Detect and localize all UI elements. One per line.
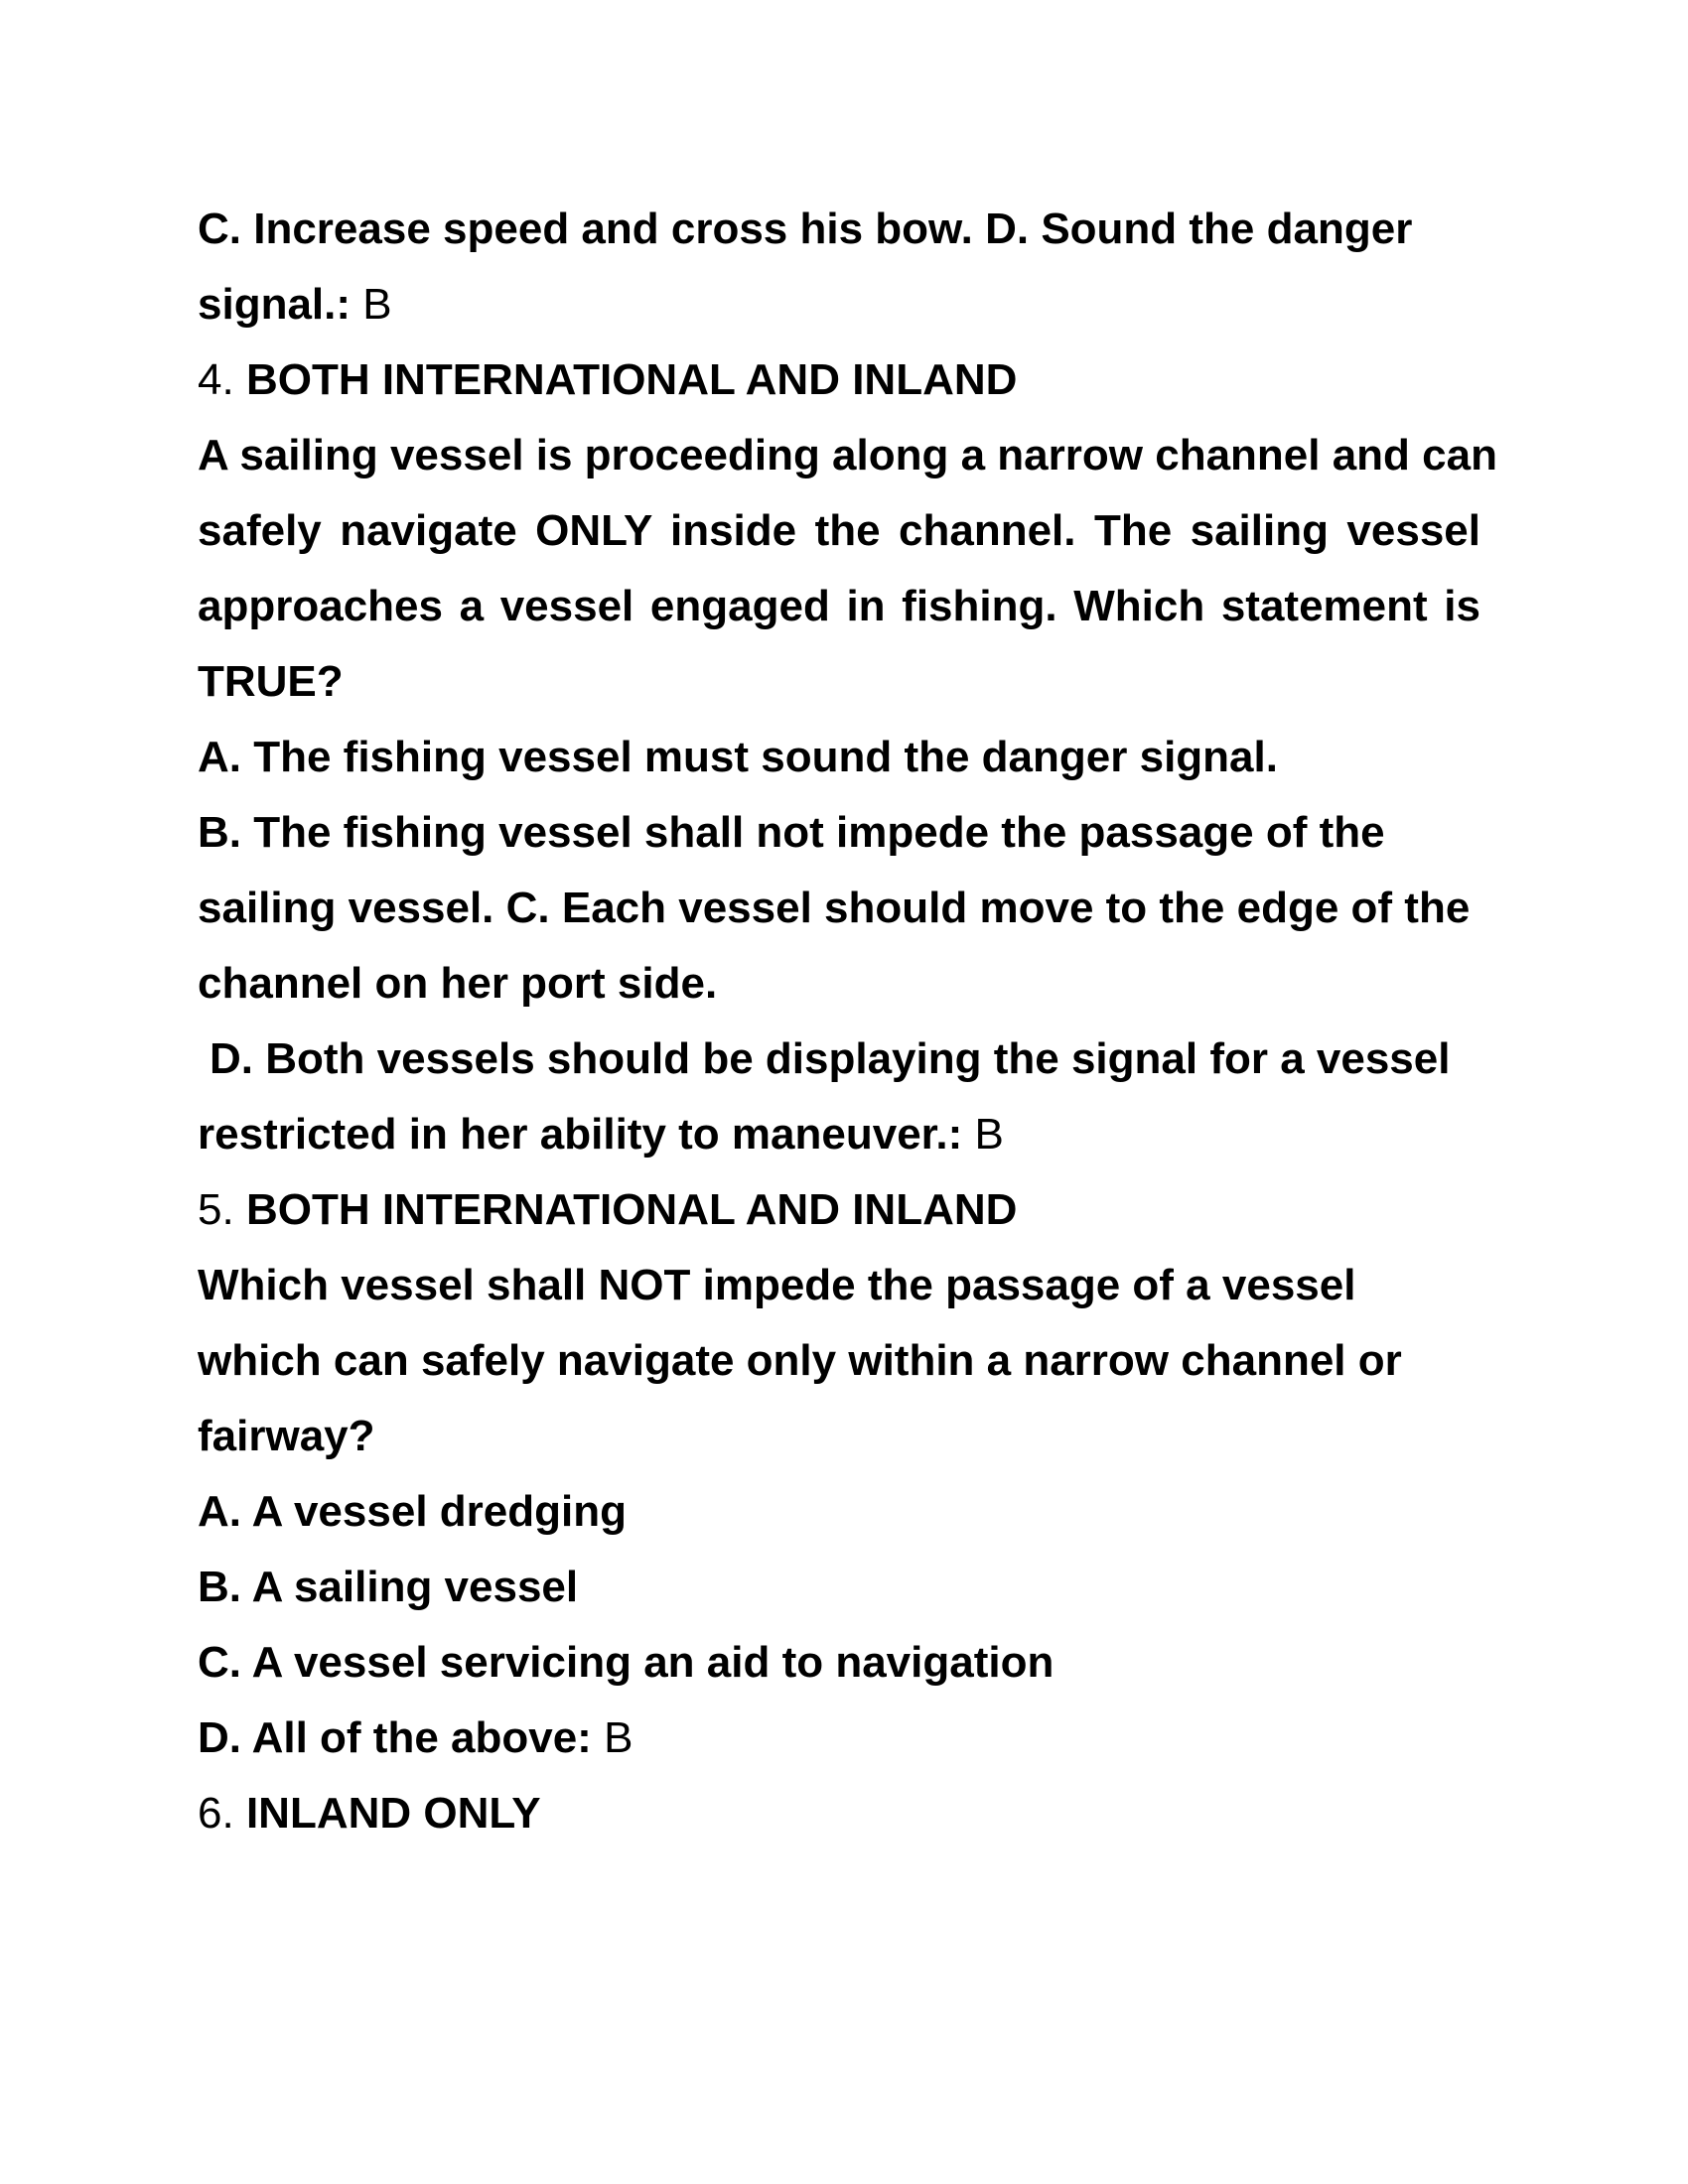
- q6-heading: [198, 1776, 1480, 1851]
- q4-option-line: sailing vessel. C. Each vessel should move to the edge of the: [198, 884, 1471, 932]
- q6-category: INLAND ONLY: [245, 1789, 541, 1838]
- q4-question-line: TRUE?: [198, 657, 344, 706]
- q4-option-line: A. The fishing vessel must sound the danger signal.: [198, 733, 1278, 781]
- q3-option-text: signal.:: [198, 280, 352, 329]
- q5-heading: [198, 1172, 1480, 1248]
- q5-option-b: B. A sailing vessel: [198, 1563, 579, 1611]
- q3-option-line: C. Increase speed and cross his bow. D. Sound the danger: [198, 205, 1413, 253]
- q5-question-line: Which vessel shall NOT impede the passage of a vessel: [198, 1261, 1356, 1309]
- q4-question-line: approaches a vessel engaged in fishing. Which statement is: [198, 582, 1480, 630]
- q4-category: BOTH INTERNATIONAL AND INLAND: [245, 355, 1018, 404]
- q4-option-line: D. Both vessels should be displaying the signal for a vessel: [210, 1034, 1451, 1083]
- q5-option-c: C. A vessel servicing an aid to navigation: [198, 1638, 1055, 1687]
- q4-answer-line: [198, 1097, 1480, 1172]
- document-page: [198, 192, 1497, 1851]
- q5-option-d: D. All of the above:: [198, 1713, 592, 1762]
- q4-option-line: channel on her port side.: [198, 959, 718, 1008]
- q3-answer-line: [198, 267, 1480, 342]
- q3-answer: B: [362, 280, 392, 329]
- q4-number: 4.: [198, 355, 234, 404]
- q4-question-line: safely navigate ONLY inside the channel. The sailing vessel: [198, 506, 1480, 555]
- q5-number: 5.: [198, 1185, 234, 1234]
- q4-heading: [198, 342, 1480, 418]
- q5-question-line: which can safely navigate only within a narrow channel or: [198, 1336, 1402, 1385]
- q4-option-line: B. The fishing vessel shall not impede the passage of the: [198, 808, 1385, 857]
- q5-answer: B: [604, 1713, 633, 1762]
- q4-option-text: restricted in her ability to maneuver.:: [198, 1110, 963, 1159]
- q4-question-line: A sailing vessel is proceeding along a narrow channel and can: [198, 431, 1497, 479]
- q4-answer: B: [974, 1110, 1004, 1159]
- q5-option-a: A. A vessel dredging: [198, 1487, 627, 1536]
- q6-number: 6.: [198, 1789, 234, 1838]
- q5-question-line: fairway?: [198, 1412, 375, 1460]
- q5-category: BOTH INTERNATIONAL AND INLAND: [245, 1185, 1018, 1234]
- q5-answer-line: [198, 1701, 1480, 1776]
